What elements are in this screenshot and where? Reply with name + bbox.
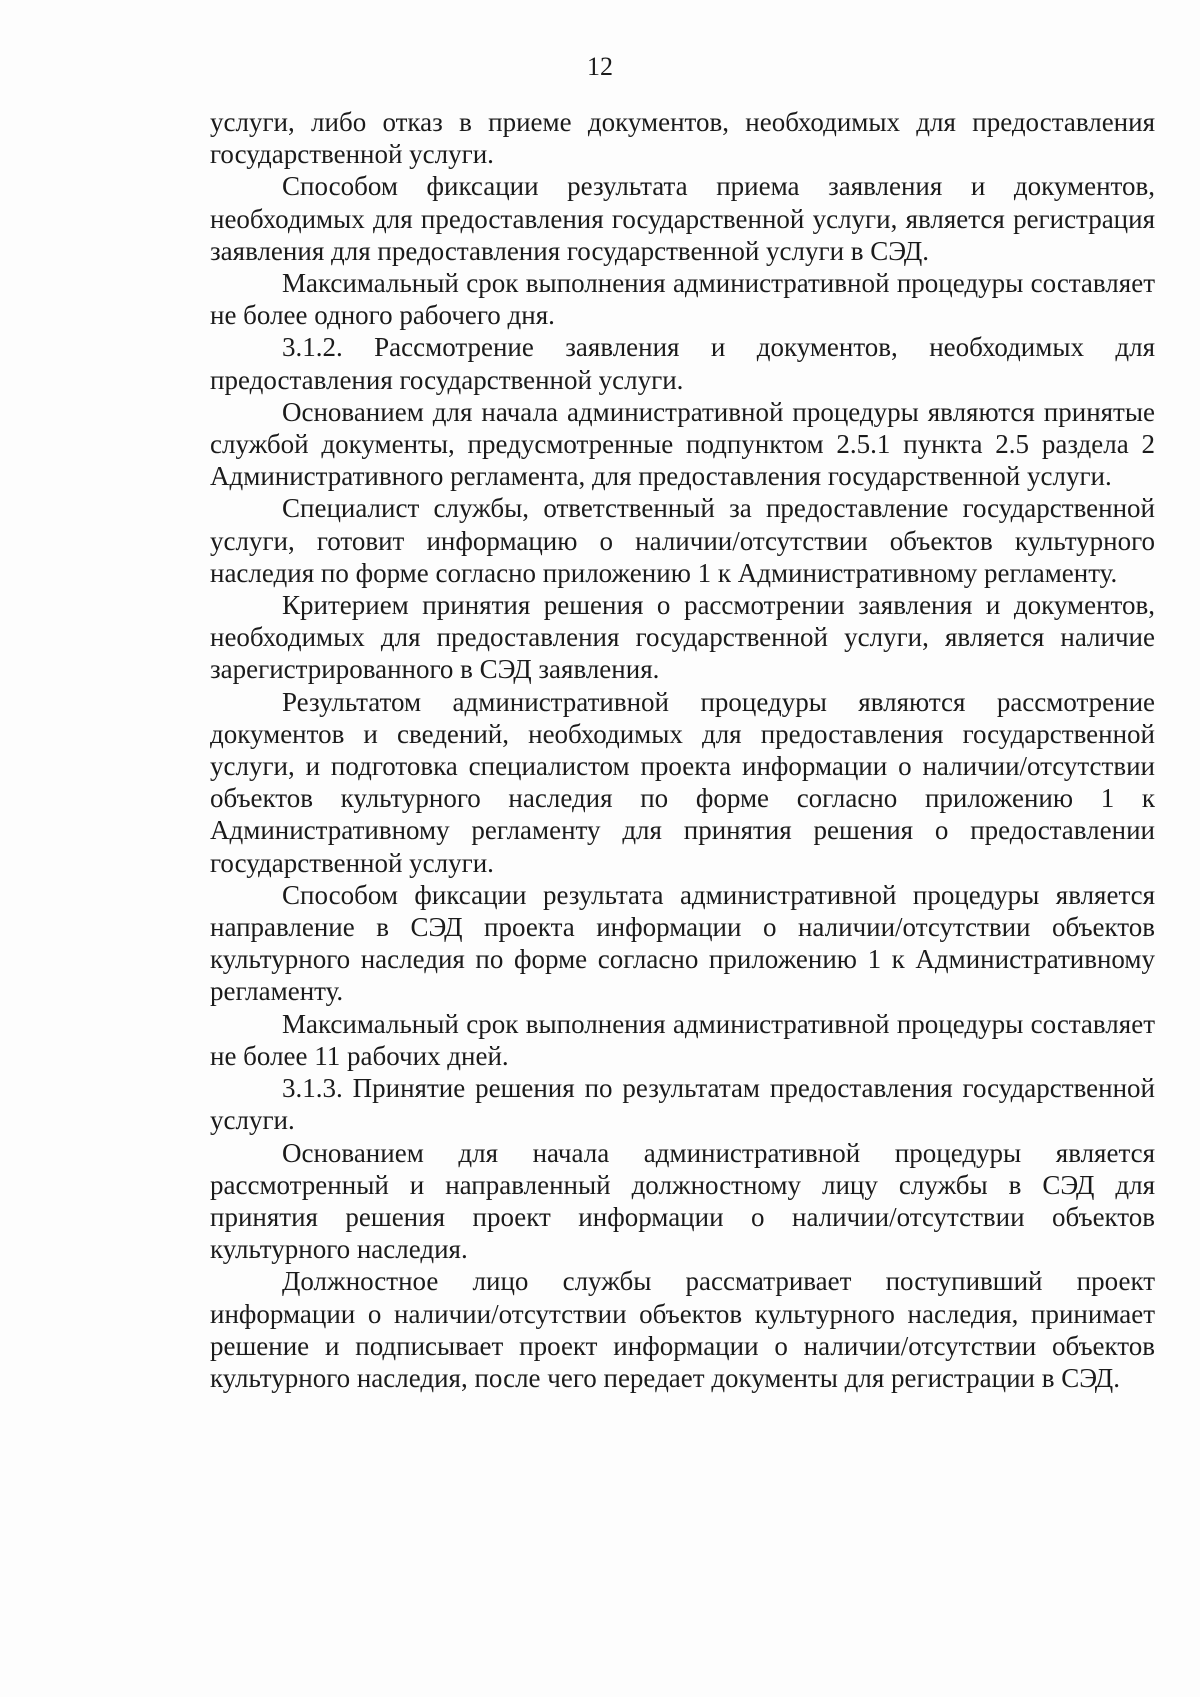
paragraph-max-term-review: Максимальный срок выполнения административной процедуры составляет не более 11 рабочих дней. [210,1008,1155,1071]
section-heading-3-1-2: 3.1.2. Рассмотрение заявления и документов, необходимых для предоставления государственной услуги. [210,332,1155,395]
section-heading-3-1-3: 3.1.3. Принятие решения по результатам предоставления государственной услуги. [210,1073,1155,1136]
paragraph-basis-decision: Основанием для начала административной процедуры является рассмотренный и направленный должностному лицу службы в СЭД для принятия решения проект информации о наличии/отсутствии объектов культурного наследия. [210,1137,1155,1265]
paragraph-decision-criterion: Критерием принятия решения о рассмотрении заявления и документов, необходимых для предоставления государственной услуги, является наличие зарегистрированного в СЭД заявления. [210,590,1155,685]
paragraph-max-term-intake: Максимальный срок выполнения административной процедуры составляет не более одного рабочего дня. [210,268,1155,331]
paragraph-continuation: услуги, либо отказ в приеме документов, необходимых для предоставления государственной услуги. [210,107,1155,170]
page-number: 12 [587,52,613,81]
paragraph-official-reviews: Должностное лицо службы рассматривает поступивший проект информации о наличии/отсутствии объектов культурного наследия, принимает решение и подписывает проект информации о наличии/отсутствии объектов культурного наследия, после чего передает документы для регистрации в СЭД. [210,1266,1155,1393]
paragraph-fixation-method-intake: Способом фиксации результата приема заявления и документов, необходимых для предоставления государственной услуги, является регистрация заявления для предоставления государственной услуги в СЭД. [210,171,1155,266]
paragraph-basis-review: Основанием для начала административной процедуры являются принятые службой документы, предусмотренные подпунктом 2.5.1 пункта 2.5 раздела 2 Административного регламента, для предоставления государственной услуги. [210,396,1155,492]
paragraph-specialist-prepares: Специалист службы, ответственный за предоставление государственной услуги, готовит информацию о наличии/отсутствии объектов культурного наследия по форме согласно приложению 1 к Административному регламенту. [210,493,1155,588]
document-body [210,106,1155,1394]
paragraph-fixation-method-review: Способом фиксации результата административной процедуры является направление в СЭД проекта информации о наличии/отсутствии объектов культурного наследия по форме согласно приложению 1 к Административному регламенту. [210,879,1155,1007]
paragraph-procedure-result: Результатом административной процедуры являются рассмотрение документов и сведений, необходимых для предоставления государственной услуги, и подготовка специалистом проекта информации о наличии/отсутствии объектов культурного наследия по форме согласно приложению 1 к Административному регламенту для принятия решения о предоставлении государственной услуги. [210,686,1155,878]
